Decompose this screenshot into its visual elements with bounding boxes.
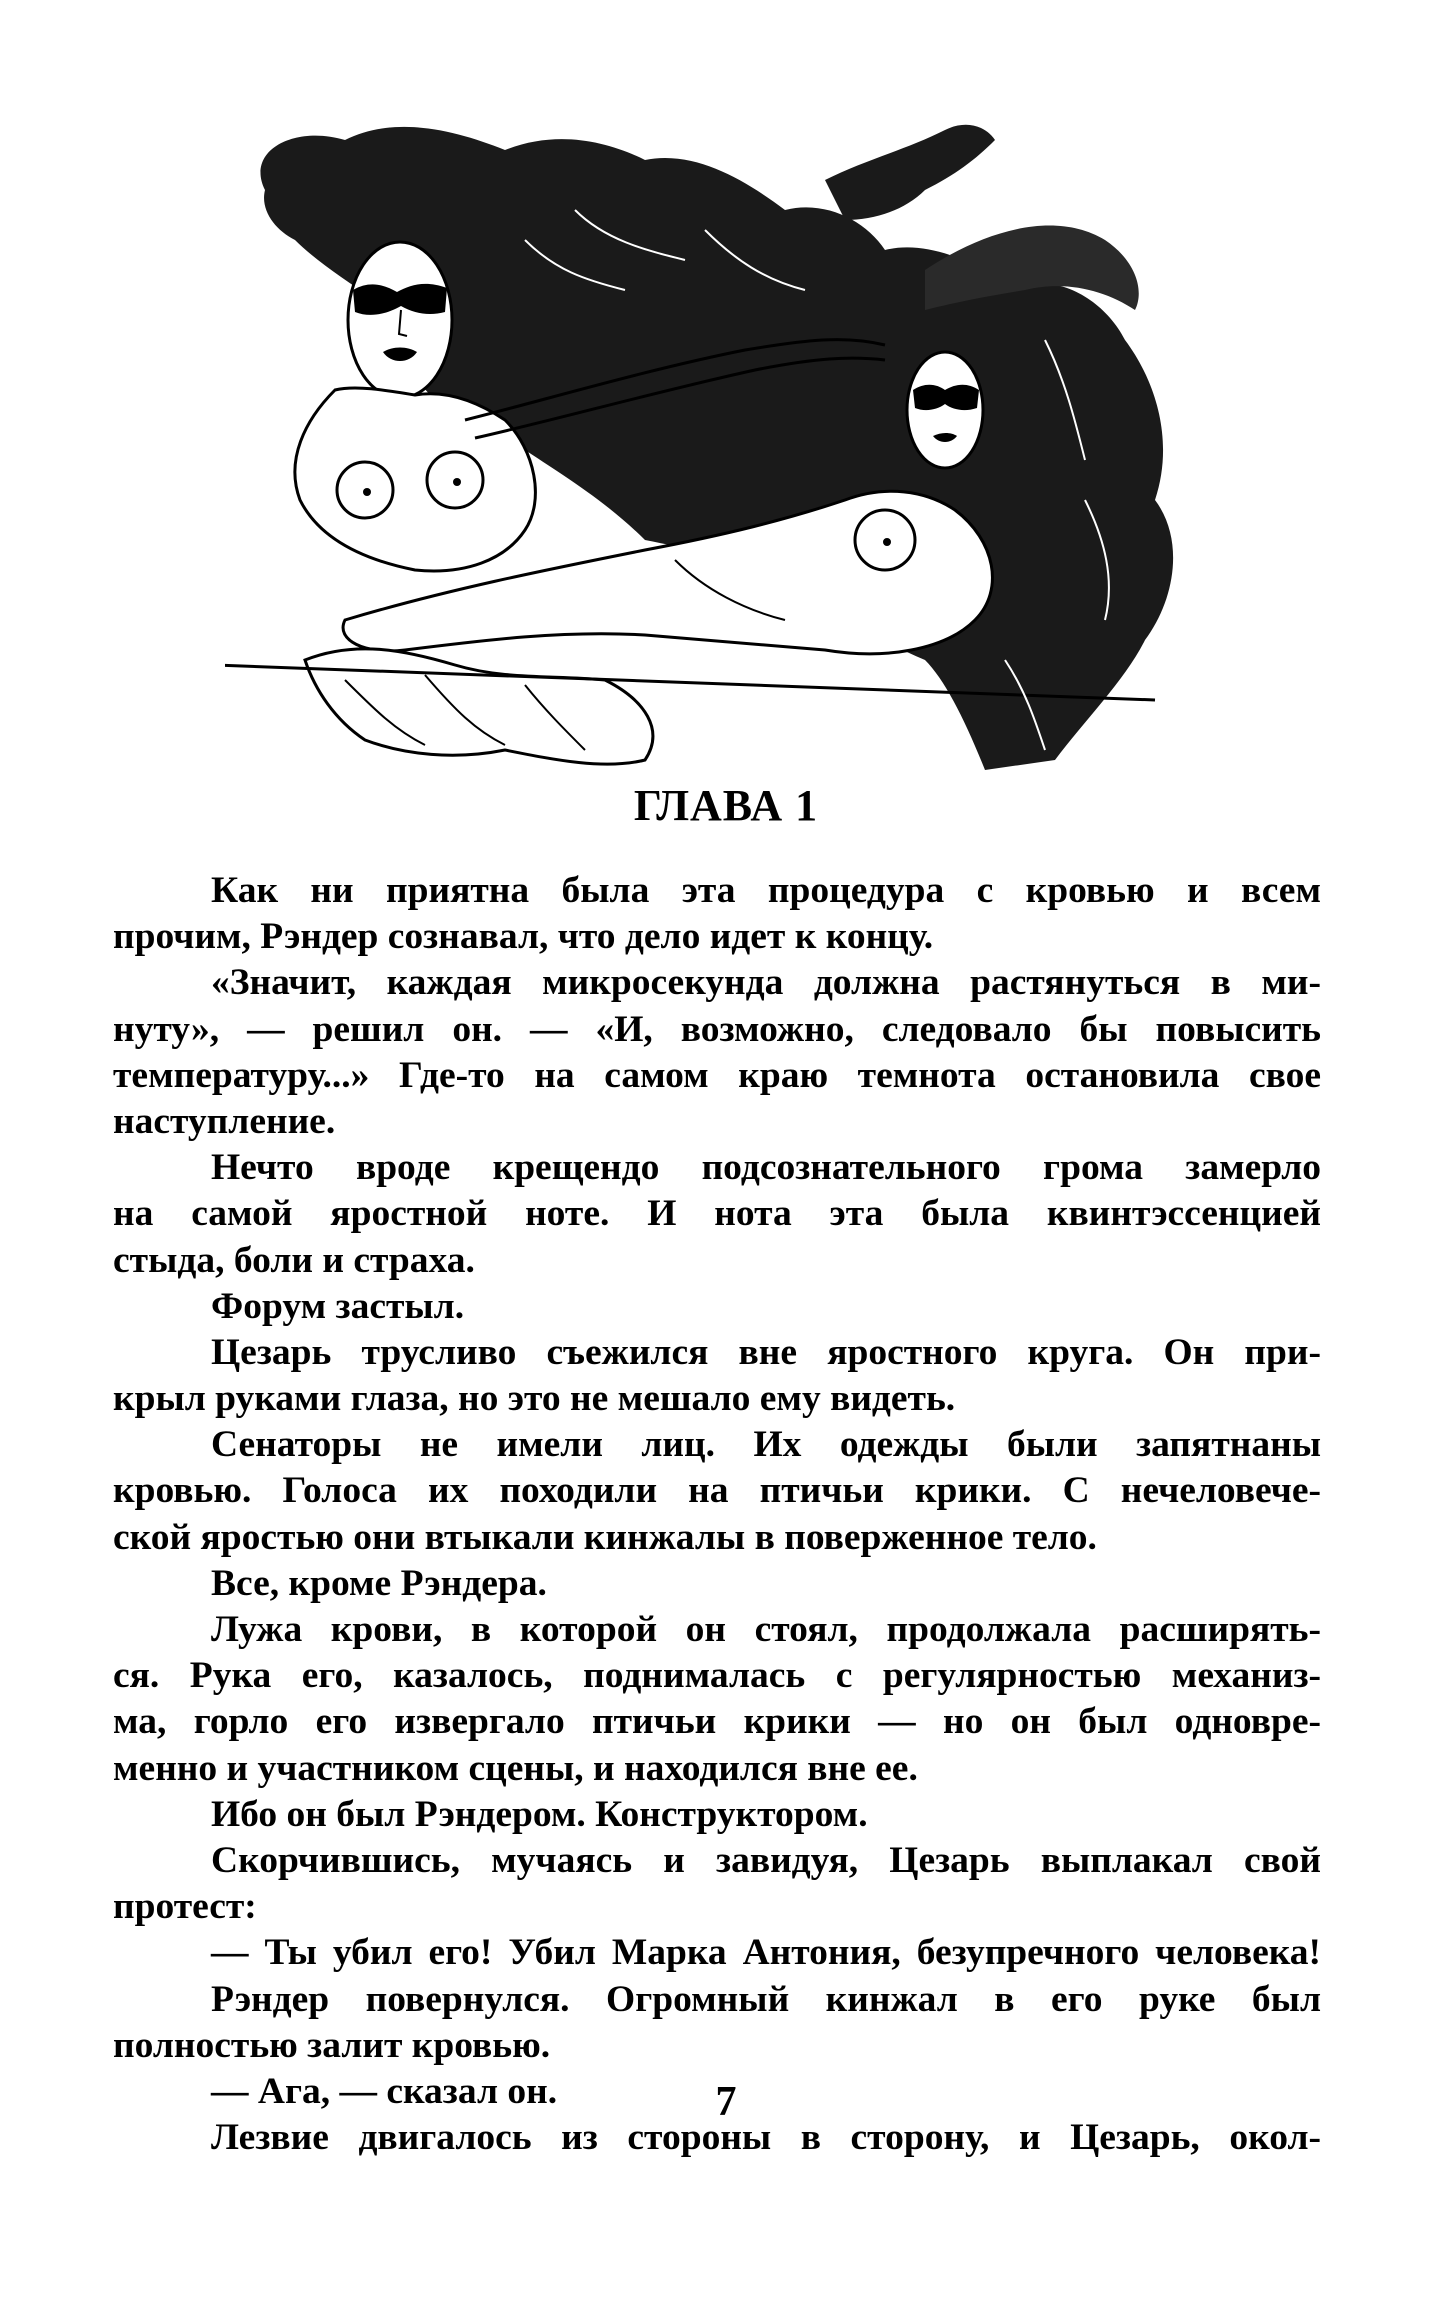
page-number: 7 xyxy=(715,2079,737,2125)
text-line: на самой яростной ноте. И нота эта была квинтэссенцией xyxy=(113,1193,1321,1235)
chapter-title: ГЛАВА 1 xyxy=(633,781,819,830)
text-line: — Ты убил его! Убил Марка Антония, безупречного человека! xyxy=(211,1932,1321,1974)
text-line: Скорчившись, мучаясь и завидуя, Цезарь выплакал свой xyxy=(211,1839,1321,1881)
text-line: Нечто вроде крещендо подсознательного грома замерло xyxy=(211,1147,1321,1189)
text-line: Как ни приятна была эта процедура с кровью и всем xyxy=(211,870,1321,911)
text-line: Лезвие двигалось из стороны в сторону, и Цезарь, окол- xyxy=(211,2117,1321,2159)
chapter-illustration xyxy=(225,120,1235,800)
text-line: ской яростью они втыкали кинжалы в поверженное тело. xyxy=(113,1516,1097,1558)
text-line: прочим, Рэндер сознавал, что дело идет к концу. xyxy=(113,916,934,958)
text-line: «Значит, каждая микросекунда должна растянуться в ми- xyxy=(211,962,1321,1004)
text-line: Лужа крови, в которой он стоял, продолжала расширять- xyxy=(211,1609,1321,1650)
text-line: Форум застыл. xyxy=(211,1285,465,1327)
text-line: Все, кроме Рэндера. xyxy=(211,1562,547,1604)
chapter-body-text xyxy=(113,868,1321,2161)
text-line: наступление. xyxy=(113,1100,336,1142)
text-line: Рэндер повернулся. Огромный кинжал в его руке был xyxy=(211,1978,1321,2020)
text-line: кровью. Голоса их походили на птичьи крики. С нечеловече- xyxy=(113,1470,1321,1512)
text-line: протест: xyxy=(113,1886,257,1928)
text-line: ма, горло его извергало птичьи крики — но он был одновре- xyxy=(113,1701,1321,1743)
text-line: Ибо он был Рэндером. Конструктором. xyxy=(211,1793,868,1835)
text-line: ся. Рука его, казалось, поднималась с регулярностью механиз- xyxy=(113,1655,1321,1697)
text-line: крыл руками глаза, но это не мешало ему видеть. xyxy=(113,1378,956,1420)
text-line: нуту», — решил он. — «И, возможно, следовало бы повысить xyxy=(113,1008,1321,1050)
text-line: Сенаторы не имели лиц. Их одежды были запятнаны xyxy=(211,1424,1321,1466)
text-line: — Ага, — сказал он. xyxy=(211,2070,558,2112)
text-line: температуру...» Где-то на самом краю темнота остановила свое xyxy=(113,1054,1321,1096)
text-line: Цезарь трусливо съежился вне яростного круга. Он при- xyxy=(211,1331,1321,1373)
text-line: полностью залит кровью. xyxy=(113,2024,551,2066)
text-line: менно и участником сцены, и находился вне ее. xyxy=(113,1747,918,1789)
text-line: стыда, боли и страха. xyxy=(113,1239,475,1281)
